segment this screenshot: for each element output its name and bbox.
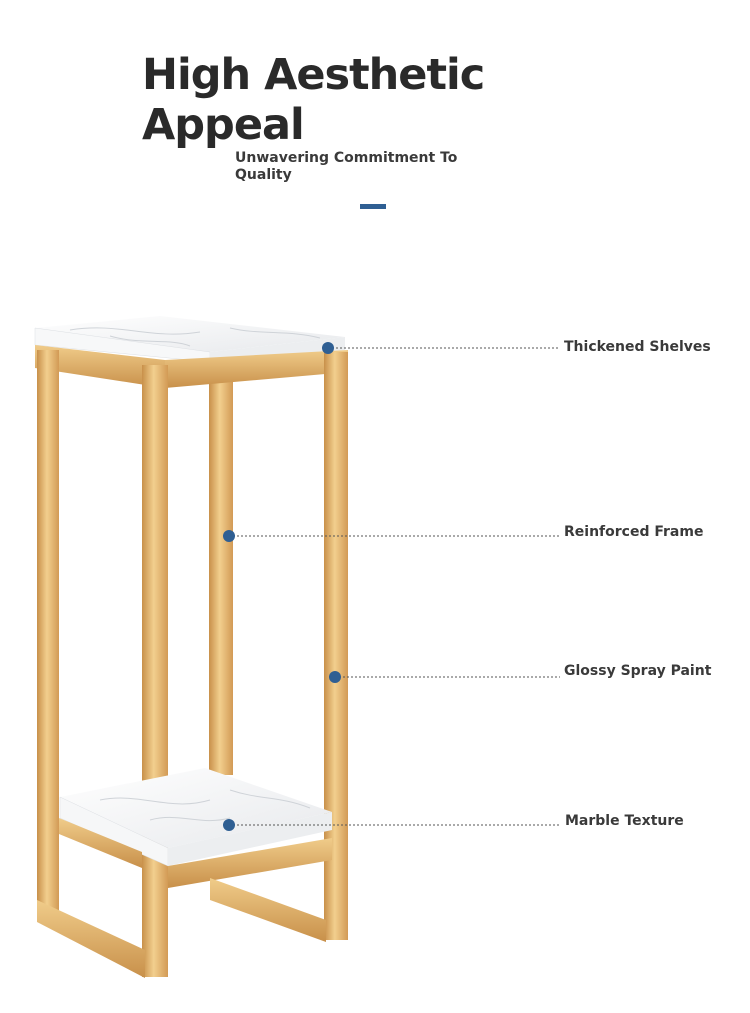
callout-dot-thickened-shelves	[322, 342, 334, 354]
front-right-leg	[142, 365, 168, 977]
callout-dot-glossy-spray-paint	[329, 671, 341, 683]
callout-label-marble-texture: Marble Texture	[565, 813, 684, 829]
callout-label-reinforced-frame: Reinforced Frame	[564, 524, 704, 540]
callout-dot-reinforced-frame	[223, 530, 235, 542]
front-left-leg	[37, 350, 59, 922]
title-line-1: High Aesthetic	[142, 50, 485, 100]
base-rail-left	[37, 900, 145, 978]
callout-label-thickened-shelves: Thickened Shelves	[564, 339, 711, 355]
back-left-leg	[209, 380, 233, 775]
title-line-2: Appeal	[142, 100, 304, 150]
base-rail-right	[210, 878, 326, 942]
callout-dot-marble-texture	[223, 819, 235, 831]
subtitle: Unwavering Commitment To Quality	[235, 150, 458, 183]
callout-label-glossy-spray-paint: Glossy Spray Paint	[564, 663, 712, 679]
